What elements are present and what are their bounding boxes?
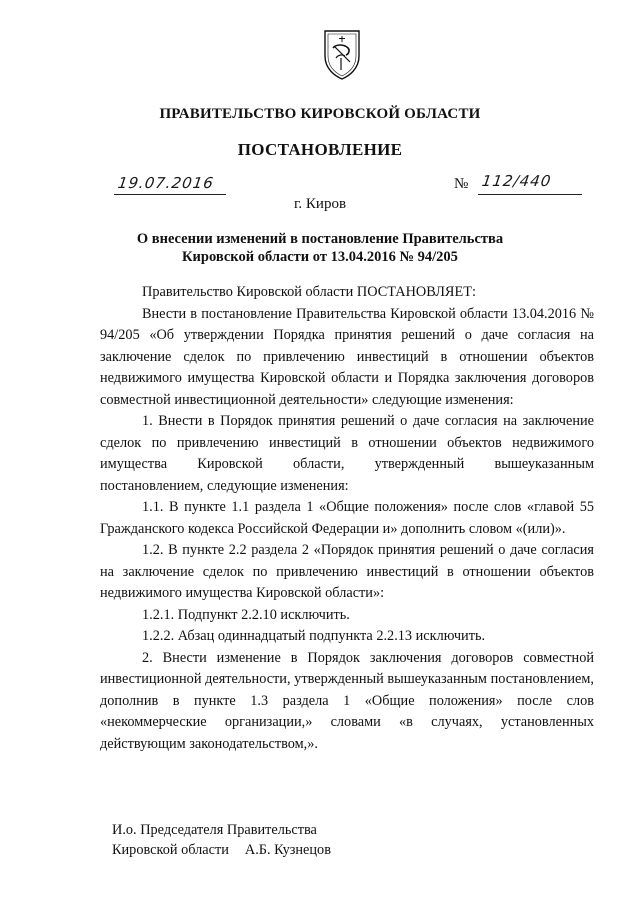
signatory-position-1: И.о. Председателя Правительства (112, 822, 317, 838)
document-number: 112/440 (480, 172, 553, 190)
paragraph-item-2: 2. Внести изменение в Порядок заключения договоров совместной инвестиционной деятельности, утвержденный вышеуказанным постановлением, дополнив в пункте 1.3 раздела 1 «Общие положения» после слов «некоммерческие организации,» словами «в случаях, установленных действующим законодательством,». (100, 649, 594, 752)
date-underline (114, 194, 226, 195)
signatory-position-2: Кировской области (112, 842, 229, 858)
paragraph-main-change: Внести в постановление Правительства Кировской области 13.04.2016 № 94/205 «Об утверждении Порядка принятия решений о даче согласия на заключение сделок по привлечению инвестиций в отношении объектов недвижимого имущества Кировской области и Порядка заключения договоров совместной инвестиционной деятельности» следующие изменения: (100, 305, 594, 408)
paragraph-item-1-2: 1.2. В пункте 2.2 раздела 2 «Порядок принятия решений о даче согласия на заключение сделок по привлечению инвестиций в отношении объектов недвижимого имущества Кировской области»: (100, 542, 594, 601)
signatory-name: А.Б. Кузнецов (244, 842, 331, 858)
signatory-position-line-2 (112, 840, 331, 860)
subject-line-1: О внесении изменений в постановление Правительства (136, 231, 504, 247)
paragraph-item-1-1: 1.1. В пункте 1.1 раздела 1 «Общие положения» после слов «главой 55 Гражданского кодекса Российской Федерации и» дополнить словом «(или)». (100, 499, 594, 537)
signature-block (112, 820, 331, 860)
document-type-title: ПОСТАНОВЛЕНИЕ (237, 140, 403, 159)
document-date: 19.07.2016 (116, 174, 216, 192)
date-field (114, 174, 226, 196)
government-title: ПРАВИТЕЛЬСТВО КИРОВСКОЙ ОБЛАСТИ (159, 106, 481, 122)
number-sign: № (454, 176, 469, 192)
document-body (100, 282, 594, 755)
coat-of-arms-icon (322, 28, 362, 80)
number-underline (478, 194, 582, 195)
paragraph-item-1-2-2: 1.2.2. Абзац одиннадцатый подпункта 2.2.13 исключить. (142, 628, 486, 644)
paragraph-preamble: Правительство Кировской области ПОСТАНОВЛЯЕТ: (142, 284, 476, 300)
paragraph-item-1-2-1: 1.2.1. Подпункт 2.2.10 исключить. (142, 606, 350, 623)
city-label: г. Киров (293, 196, 347, 212)
subject-line-2: Кировской области от 13.04.2016 № 94/205 (182, 249, 458, 265)
document-subject (0, 230, 640, 266)
number-field (454, 172, 586, 198)
paragraph-item-1: 1. Внести в Порядок принятия решений о даче согласия на заключение сделок по привлечению инвестиций в отношении объектов недвижимого имущества Кировской области, утвержденный вышеуказанным постановлением, следующие изменения: (100, 413, 594, 494)
